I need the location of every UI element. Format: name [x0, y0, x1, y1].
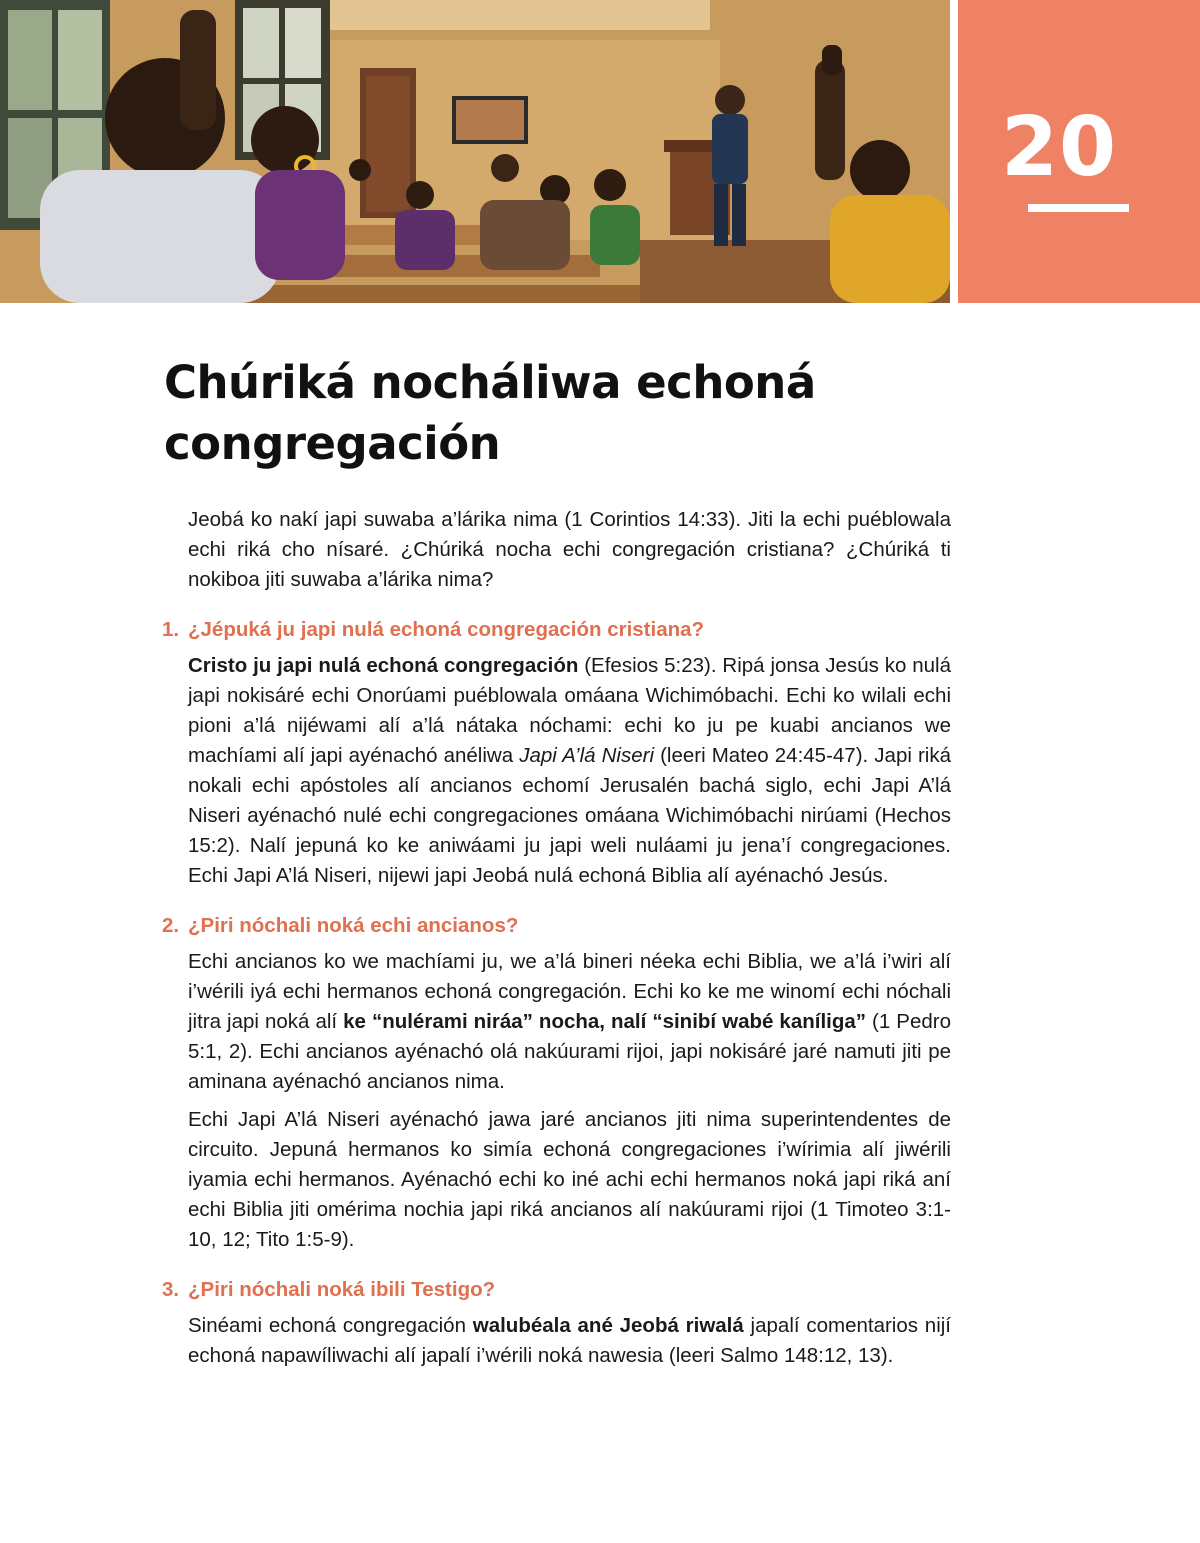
paragraph-text: (Efesios 5:23). Ripá jonsa Jesús ko nulá japi nokisáré echi Onorúami puéblowala omáana Wichimóbachi. Echi ko wilali echi pioni a’lá nijéwami alí a’lá nátaka nóchami: echi ko ju pe kuabi ancianos we machíami alí japi ayénachó anéliwa [188, 654, 951, 767]
paragraph-text: (leeri Mateo 24:45-47). Japi riká nokali echi apóstoles alí ancianos echomí Jerusalén bachá siglo, echi Japi A’lá Niseri ayénachó nulé echi congregaciones omáana Wichimóbachi nirúami (Hechos 15:2). Nalí jepuná ko ke aniwáami ju japi weli nuláami ju jena’í congregaciones. Echi Japi A’lá Niseri, nijewi japi Jeobá nulá echoná Biblia alí ayénachó Jesús. [188, 744, 951, 887]
page-title: Chúriká nocháliwa echoná congregación [164, 356, 816, 470]
question-text: ¿Jépuká ju japi nulá echoná congregación cristiana? [188, 618, 705, 641]
chapter-underline [1028, 204, 1129, 212]
paragraph-text: japalí comentarios nijí echoná napawíliwachi alí japalí i’wérili noká nawesia (leeri Salmo 148:12, 13). [188, 1314, 951, 1367]
bold-phrase: walubéala ané Jeobá riwalá [472, 1314, 744, 1337]
question-number: 3. [162, 1278, 180, 1301]
section-2-paragraph-2: Echi Japi A’lá Niseri ayénachó jawa jaré ancianos jiti nima superintendentes de circuito. Jepuná hermanos ko simía echoná congregaciones i’wírimia alí jiwérili iyamia echi hermanos. Ayénachó echi ko iné achi echi hermanos noká japi riká aní echi Biblia jiti omérima nochia japi riká ancianos alí nakúurami rijoi (1 Timoteo 3:1-10, 12; Tito 1:5-9). [188, 1108, 951, 1251]
bold-phrase: Cristo ju japi nulá echoná congregación [188, 654, 579, 677]
paragraph-text: (1 Pedro 5:1, 2). Echi ancianos ayénachó olá nakúurami rijoi, japi nokisáré jaré namuti jiti pe aminana ayénachó ancianos nima. [188, 1010, 951, 1093]
section-1-paragraph [188, 651, 951, 891]
congregation-meeting-illustration [0, 0, 950, 303]
chapter-tab [958, 0, 1200, 303]
question-heading-1 [162, 615, 951, 645]
chapter-number: 20 [1000, 100, 1118, 195]
lesson-content [162, 505, 951, 1371]
paragraph-text: Echi ancianos ko we machíami ju, we a’lá bineri néeka echi Biblia, we a’lá i’wiri alí i’wérili iyá echi hermanos echoná congregación. Echi ko ke me winomí echi nóchali jitra japi noká alí [188, 950, 951, 1033]
question-text: ¿Piri nóchali noká echi ancianos? [188, 914, 519, 937]
intro-paragraph: Jeobá ko nakí japi suwaba a’lárika nima (1 Corintios 14:33). Jiti la echi puéblowala echi riká cho nísaré. ¿Chúriká nocha echi congregación cristiana? ¿Chúriká ti nokiboa jiti suwaba a’lárika nima? [188, 508, 951, 591]
header-photo [0, 0, 950, 303]
paragraph-text: Sinéami echoná congregación [188, 1314, 473, 1337]
question-heading-2 [162, 911, 951, 941]
question-heading-3 [162, 1275, 951, 1305]
italic-phrase: Japi A’lá Niseri [519, 744, 655, 767]
question-number: 2. [162, 914, 180, 937]
section-3-paragraph [188, 1311, 951, 1371]
section-2-paragraph-1 [188, 947, 951, 1097]
bold-phrase: ke “nulérami niráa” nocha, nalí “sinibí wabé kaníliga” [343, 1010, 867, 1033]
question-number: 1. [162, 618, 180, 641]
question-text: ¿Piri nóchali noká ibili Testigo? [188, 1278, 496, 1301]
